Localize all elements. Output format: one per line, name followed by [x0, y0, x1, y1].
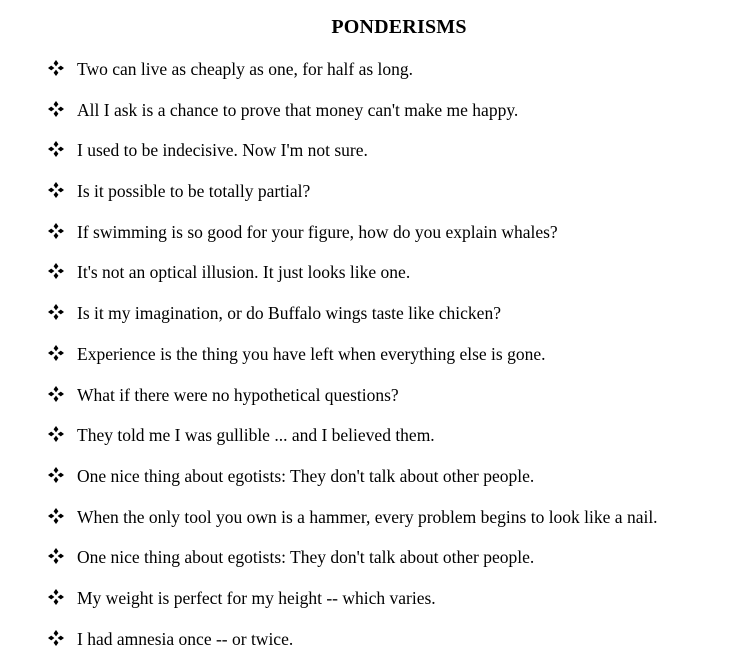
four-diamond-bullet-icon	[47, 629, 65, 647]
list-item	[0, 384, 740, 425]
list-item-text: I had amnesia once -- or twice.	[77, 628, 294, 649]
list-item	[0, 546, 740, 587]
list-item-text: Experience is the thing you have left when everything else is gone.	[77, 343, 546, 364]
four-diamond-bullet-icon	[47, 547, 65, 565]
list-item-text: All I ask is a chance to prove that money can't make me happy.	[77, 99, 519, 120]
list-item	[0, 465, 740, 506]
list-item-text: One nice thing about egotists: They don't talk about other people.	[77, 547, 535, 568]
list-item	[0, 506, 740, 547]
list-item-text: One nice thing about egotists: They don't talk about other people.	[77, 465, 535, 486]
list-item	[0, 302, 740, 343]
four-diamond-bullet-icon	[47, 140, 65, 158]
list-item	[0, 58, 740, 99]
list-item	[0, 424, 740, 465]
list-item-text: Is it my imagination, or do Buffalo wings taste like chicken?	[77, 303, 501, 324]
ponderism-list	[0, 58, 740, 668]
list-item-text: What if there were no hypothetical questions?	[77, 384, 399, 405]
four-diamond-bullet-icon	[47, 507, 65, 525]
list-item	[0, 587, 740, 628]
list-item-text: When the only tool you own is a hammer, every problem begins to look like a nail.	[77, 506, 658, 527]
four-diamond-bullet-icon	[47, 222, 65, 240]
list-item-text: My weight is perfect for my height -- which varies.	[77, 587, 436, 608]
four-diamond-bullet-icon	[47, 59, 65, 77]
four-diamond-bullet-icon	[47, 181, 65, 199]
list-item	[0, 221, 740, 262]
list-item-text: Two can live as cheaply as one, for half as long.	[77, 59, 414, 79]
list-item-text: They told me I was gullible ... and I believed them.	[77, 425, 435, 446]
list-item-text: If swimming is so good for your figure, how do you explain whales?	[77, 221, 558, 242]
four-diamond-bullet-icon	[47, 303, 65, 321]
four-diamond-bullet-icon	[47, 425, 65, 443]
four-diamond-bullet-icon	[47, 262, 65, 280]
four-diamond-bullet-icon	[47, 466, 65, 484]
page-title: PONDERISMS	[331, 16, 467, 38]
four-diamond-bullet-icon	[47, 588, 65, 606]
list-item	[0, 343, 740, 384]
list-item-text: I used to be indecisive. Now I'm not sure.	[77, 140, 368, 161]
four-diamond-bullet-icon	[47, 385, 65, 403]
four-diamond-bullet-icon	[47, 100, 65, 118]
four-diamond-bullet-icon	[47, 344, 65, 362]
list-item-text: Is it possible to be totally partial?	[77, 181, 311, 202]
list-item	[0, 139, 740, 180]
list-item	[0, 99, 740, 140]
list-item	[0, 261, 740, 302]
list-item-text: It's not an optical illusion. It just looks like one.	[77, 262, 411, 283]
list-item	[0, 180, 740, 221]
list-item	[0, 628, 740, 668]
